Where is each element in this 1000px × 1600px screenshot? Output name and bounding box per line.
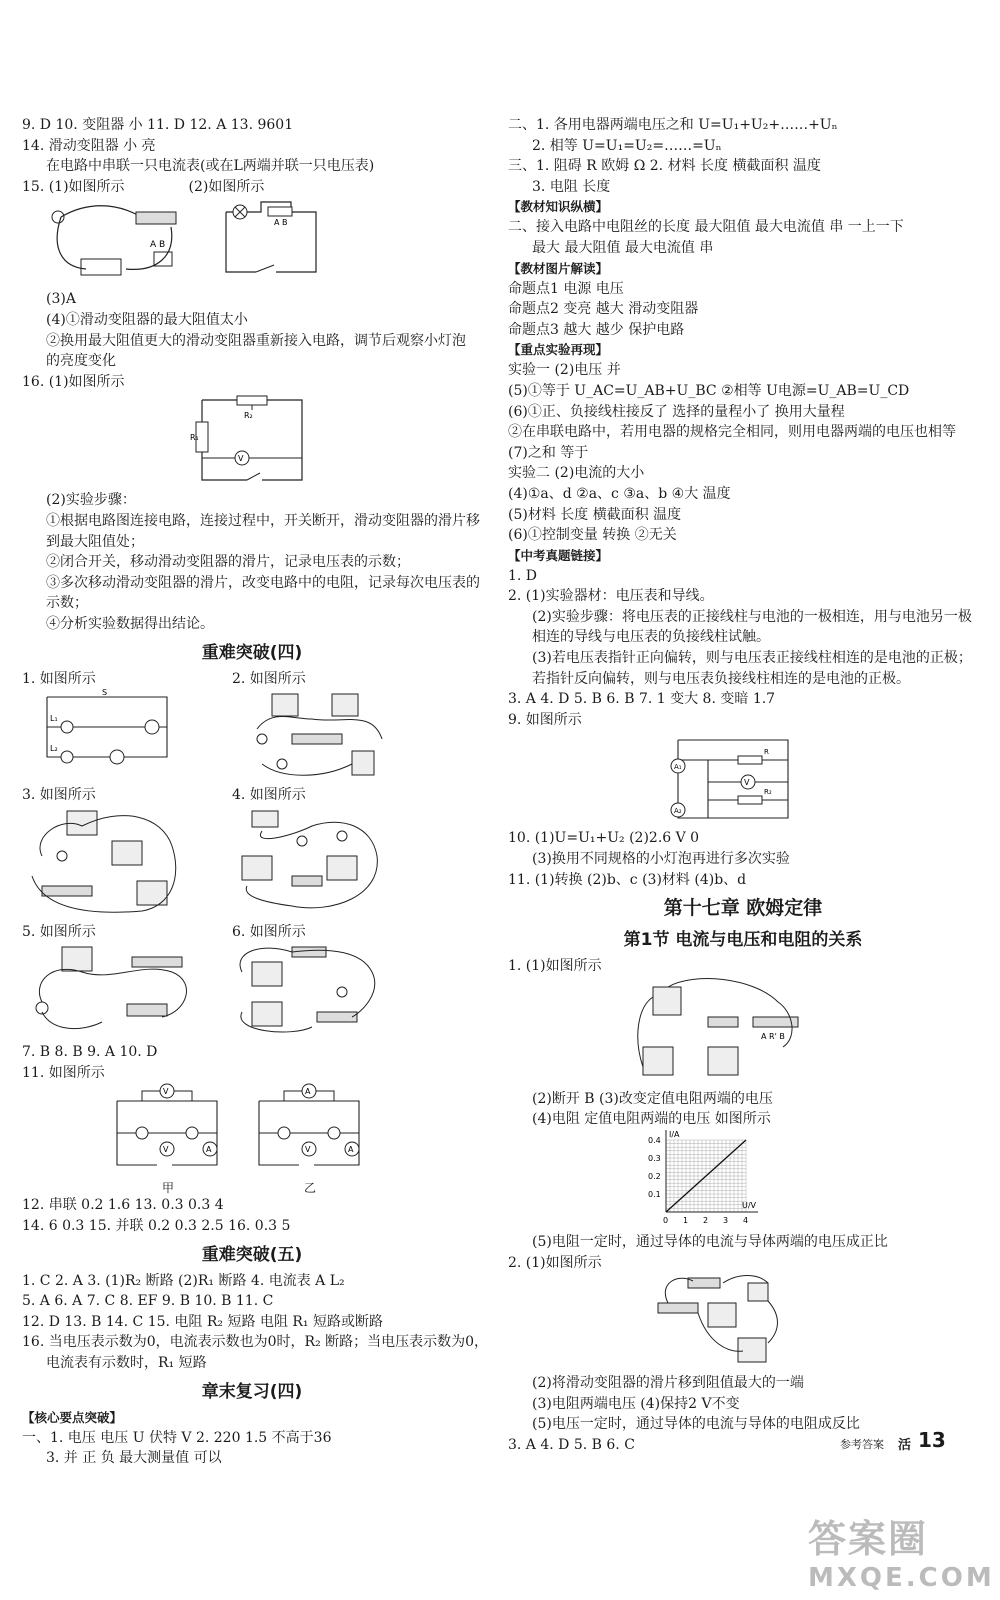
answer-line: 9. D 10. 变阻器 小 11. D 12. A 13. 9601 [22,117,294,133]
answer-line: 5. A 6. A 7. C 8. EF 9. B 10. B 11. C [22,1293,274,1310]
answer-line: 9. 如图所示 [508,711,582,728]
answer-line: 12. 串联 0.2 1.6 13. 0.3 0.3 4 [22,1197,224,1214]
fig-label: 4. 如图所示 [232,787,306,804]
answer-line: 3. 电阻 长度 [532,178,611,195]
answer-line: 16. (1)如图所示 [22,373,125,390]
section-tag: 【教材知识纵横】 [508,199,609,215]
svg-text:V: V [305,1145,311,1155]
answer-line: (5)①等于 U_AC=U_AB+U_BC ②相等 U电源=U_AB=U_CD [508,382,910,399]
svg-text:V: V [744,778,750,788]
svg-text:L₁: L₁ [50,714,58,724]
answer-line: (7)之和 等于 [508,444,589,461]
answer-line: 16. 当电压表示数为0，电流表示数也为0时，R₂ 断路；当电压表示数为0， [22,1334,489,1351]
watermark-logo: 答案圈 [808,1517,929,1561]
answer-line: 一、1. 电压 电压 U 伏特 V 2. 220 1.5 不高于36 [22,1429,332,1446]
answer-line: 12. D 13. B 14. C 15. 电阻 R₂ 短路 电阻 R₁ 短路或断路 [22,1313,383,1330]
answer-line: ④分析实验数据得出结论。 [46,615,214,632]
physical-circuit-figure [232,806,392,918]
y-tick-label: 0.1 [648,1190,661,1199]
answer-line: (4)①a、d ②a、c ③a、b ④大 温度 [508,485,731,502]
y-tick-label: 0.3 [648,1154,661,1163]
physical-circuit-figure [633,977,808,1087]
answer-line: 14. 6 0.3 15. 并联 0.2 0.3 2.5 16. 0.3 5 [22,1218,291,1235]
watermark [808,1508,995,1593]
answer-line: 到最大阻值处； [46,533,144,550]
left-column [22,115,489,1469]
answer-line: 1. (1)如图所示 [508,958,602,975]
svg-text:R: R [764,748,769,757]
answer-line: 1. C 2. A 3. (1)R₂ 断路 (2)R₁ 断路 4. 电流表 A L₂ [22,1272,345,1289]
answer-line: ②在串联电路中，若用电器的规格完全相同，则用电器两端的电压也相等 [508,424,956,441]
physical-circuit-figure [22,806,192,918]
svg-text:R₂: R₂ [244,411,253,421]
fig-label: 6. 如图所示 [232,923,306,940]
section-heading: 重难突破(五) [201,1244,303,1265]
svg-text:A: A [348,1145,354,1155]
answer-line: 11. 如图所示 [22,1064,105,1081]
svg-text:A: A [305,1087,311,1097]
answer-line: (2)实验步骤： [46,492,136,509]
fig-label: 1. 如图所示 [22,670,96,687]
physical-circuit-figure [46,197,186,287]
answer-line: ②换用最大阻值更大的滑动变阻器重新接入电路，调节后观察小灯泡 [46,332,466,349]
figure-11 [22,1083,482,1195]
answer-line: 相连的导线与电压表的负接线柱试触。 [532,629,770,646]
answer-line: (2)断开 B (3)改变定值电阻两端的电压 [532,1090,773,1107]
x-axis-label: U/V [742,1201,757,1210]
answer-line: (5)材料 长度 横截面积 温度 [508,506,682,523]
answer-line: 10. (1)U=U₁+U₂ (2)2.6 V 0 [508,830,700,847]
answer-line: 14. 滑动变阻器 小 亮 [22,137,156,154]
answer-line: 实验二 (2)电流的大小 [508,465,645,482]
y-tick-label: 0.4 [648,1136,661,1145]
svg-text:V: V [238,454,244,464]
answer-line: 二、1. 各用电器两端电压之和 U=U₁+U₂+……+Uₙ [508,117,838,133]
iu-graph [508,1130,978,1232]
answer-line: 三、1. 阻碍 R 欧姆 Ω 2. 材料 长度 横截面积 温度 [508,158,821,175]
answer-line: ①根据电路图连接电路，连接过程中，开关断开，滑动变阻器的滑片移 [46,512,480,529]
fig-label: 15. (1)如图所示 [22,178,125,195]
page-prefix: 活 [898,1438,912,1453]
svg-text:L₂: L₂ [50,744,58,754]
svg-text:V: V [163,1087,169,1097]
circuit-diagram-figure [668,730,798,826]
svg-text:A₂: A₂ [674,807,682,816]
answer-line: (2)将滑动变阻器的滑片移到阻值最大的一端 [532,1375,804,1392]
svg-text:A B: A B [150,240,166,251]
answer-line: 在电路中串联一只电流表(或在L两端并联一只电压表) [46,158,375,175]
figure-row-1-2 [22,669,482,786]
answer-line: 命题点1 电源 电压 [508,280,624,297]
figure-row-5-6 [22,922,482,1043]
answer-line: 的亮度变化 [46,353,116,370]
x-tick-label: 2 [703,1216,709,1225]
figure-caption: 甲 [162,1181,175,1196]
section-tag: 【教材图片解读】 [508,260,609,276]
fig-label: 3. 如图所示 [22,787,96,804]
physical-circuit-figure [252,689,392,781]
fig-label: (2)如图所示 [188,178,265,195]
fig-label: 5. 如图所示 [22,923,96,940]
figure-16 [22,392,482,490]
figure-row-15 [22,197,482,289]
svg-text:A₁: A₁ [674,763,682,772]
svg-text:V: V [163,1145,169,1155]
y-axis-label: I/A [669,1130,680,1139]
figure-caption: 乙 [304,1181,317,1196]
answer-line: (4)电阻 定值电阻两端的电压 如图所示 [532,1111,771,1128]
answer-line: 11. (1)转换 (2)b、c (3)材料 (4)b、d [508,871,747,888]
watermark-url: MXQE.COM [808,1563,995,1593]
y-tick-label: 0.2 [648,1172,661,1181]
physical-circuit-figure [648,1273,788,1371]
circuit-diagram-figure [42,689,172,767]
physical-circuit-figure [232,942,392,1038]
answer-line: 命题点2 变亮 越大 滑动变阻器 [508,301,699,318]
answer-line [22,177,482,198]
answer-line: 2. (1)实验器材：电压表和导线。 [508,588,714,605]
answer-line: 1. D [508,567,538,584]
answer-line: (6)①正、负接线柱接反了 选择的量程小了 换用大量程 [508,403,845,420]
answer-line: (4)①滑动变阻器的最大阻值太小 [46,311,248,328]
svg-text:R₁: R₁ [190,433,199,443]
answer-line: ②闭合开关，移动滑动变阻器的滑片，记录电压表的示数； [46,554,410,571]
section-tag: 【核心要点突破】 [22,1409,123,1425]
x-tick-label: 4 [743,1216,749,1225]
section-tag: 【重点实验再现】 [508,342,609,358]
figure-17-1 [508,977,978,1089]
iu-chart [638,1130,778,1230]
fig-label: 2. 如图所示 [232,670,306,687]
answer-line: 若指针反向偏转，则与电压表负接线柱相连的是电池的正极。 [532,670,910,687]
answer-line: 2. 相等 U=U₁=U₂=……=Uₙ [532,137,722,154]
answer-line: 3. A 4. D 5. B 6. C [508,1436,635,1453]
answer-line: 示数； [46,595,88,612]
circuit-diagram-figure [254,1083,364,1177]
circuit-diagram-figure [216,197,326,287]
section-heading: 第1节 电流与电压和电阻的关系 [623,930,863,951]
circuit-diagram-figure [112,1083,222,1177]
answer-line: (3)A [46,291,76,308]
answer-line: 二、接入电路中电阻丝的长度 最大阻值 最大电流值 串 一上一下 [508,219,904,236]
page-number: 13 [918,1428,946,1452]
section-heading: 章末复习(四) [201,1381,303,1402]
answer-line: 电流表有示数时，R₁ 短路 [46,1355,207,1372]
x-tick-label: 3 [723,1216,729,1225]
section-heading: 重难突破(四) [201,642,303,663]
circuit-diagram-figure [192,392,312,488]
svg-text:S: S [102,688,108,698]
x-tick-label: 1 [683,1216,689,1225]
figure-row-3-4 [22,785,482,922]
answer-line: 2. (1)如图所示 [508,1254,602,1271]
answer-line: ③多次移动滑动变阻器的滑片，改变电路中的电阻，记录每次电压表的 [46,574,480,591]
answer-line: (3)若电压表指针正向偏转，则与电压表正接线柱相连的是电池的正极； [532,650,972,667]
answer-line: 实验一 (2)电压 并 [508,362,621,379]
answer-line: 7. B 8. B 9. A 10. D [22,1044,158,1061]
answer-line: 最大 最大阻值 最大电流值 串 [532,239,714,256]
answer-line: 3. 并 正 负 最大测量值 可以 [46,1450,222,1467]
section-tag: 【中考真题链接】 [508,547,609,563]
figure-17-2 [508,1273,978,1373]
physical-circuit-figure [22,942,192,1038]
chapter-title: 第十七章 欧姆定律 [663,897,823,920]
answer-line: (2)实验步骤：将电压表的正接线柱与电池的一极相连，用与电池另一极 [532,608,972,625]
x-tick-label: 0 [663,1216,669,1225]
answer-line: (5)电压一定时，通过导体的电流与导体的电阻成反比 [532,1416,860,1433]
svg-text:A R' B: A R' B [761,1031,785,1041]
answer-line: (3)电阻两端电压 (4)保持2 V不变 [532,1395,740,1412]
answer-line: 3. A 4. D 5. B 6. B 7. 1 变大 8. 变暗 1.7 [508,691,776,708]
right-column [508,115,978,1456]
figure-9 [508,730,978,828]
svg-text:A: A [206,1145,212,1155]
svg-text:R₂: R₂ [764,788,772,797]
answer-line: 命题点3 越大 越少 保护电路 [508,321,685,338]
answer-line: (5)电阻一定时，通过导体的电流与导体两端的电压成正比 [532,1234,888,1250]
footer-label: 参考答案 [840,1438,884,1451]
answer-line: (3)换用不同规格的小灯泡再进行多次实验 [532,851,790,868]
svg-text:A B: A B [274,218,288,228]
answer-line: (6)①控制变量 转换 ②无关 [508,527,677,544]
